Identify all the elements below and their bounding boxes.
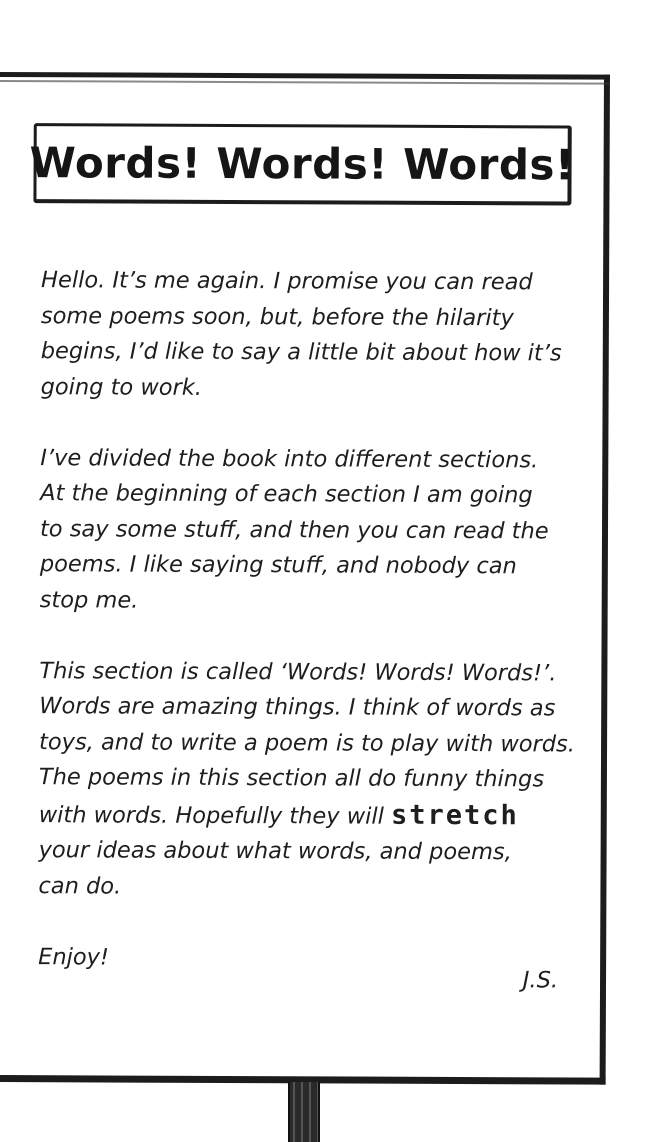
text-line: your ideas about what words, and poems, [38,837,512,866]
text-line: The poems in this section all do funny things [38,764,545,793]
text-line: some poems soon, but, before the hilarity [40,302,514,331]
page-title: Words! Words! Words! [29,138,575,190]
text-line-with-emphasis [39,796,579,836]
intro-text [38,263,581,1013]
text-line: going to work. [40,373,203,401]
text-line: Hello. It’s me again. I promise you can read [41,267,533,296]
text-line: Enjoy! [38,943,110,970]
text-line: Words are amazing things. I think of words as [39,693,556,722]
sign-post [288,1082,320,1142]
signature: J.S. [522,967,559,994]
text-line: begins, I’d like to say a little bit about how it’s [40,338,562,367]
text-line: I’ve divided the book into different sections. [40,444,539,473]
text-line: toys, and to write a poem is to play with words. [39,728,576,758]
text-line: can do. [38,872,122,900]
stretch-emphasis: stretch [390,799,519,831]
title-box [29,123,575,205]
text-line: This section is called ‘Words! Words! Words!’. [39,657,557,686]
text-segment: with words. Hopefully they will [38,801,392,830]
text-line: to say some stuff, and then you can read the [39,515,549,544]
sign-board [0,72,610,1085]
paragraph-2 [40,441,581,621]
text-line: poems. I like saying stuff, and nobody can [39,551,517,580]
paragraph-1 [41,263,582,407]
text-line: stop me. [39,586,139,614]
paragraph-4 [38,940,578,978]
paragraph-3 [38,654,579,907]
text-line: At the beginning of each section I am going [40,480,533,509]
